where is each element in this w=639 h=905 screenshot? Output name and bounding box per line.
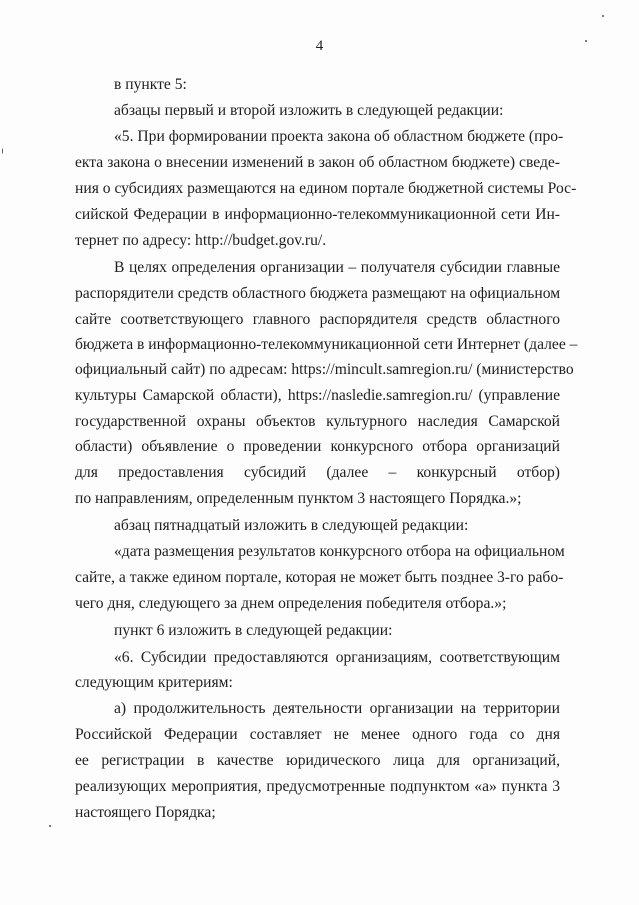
text-line: области) объявление о проведении конкурсного отбора организаций	[75, 438, 560, 455]
text-line: Российской Федерации составляет не менее одного года со дня	[75, 726, 560, 743]
text-line: следующим критериям:	[75, 674, 233, 691]
text-line: настоящего Порядка;	[75, 804, 216, 821]
text-line: абзацы первый и второй изложить в следующей редакции:	[114, 102, 504, 119]
text-line: официальный сайт) по адресам: https://mincult.samregion.ru/ (министерство	[75, 361, 574, 378]
text-line: по направлениям, определенным пунктом 3 настоящего Порядка.»;	[75, 490, 522, 507]
text-line: сайте, а также едином портале, которая не может быть позднее 3-го рабо-	[75, 569, 564, 586]
scan-speck	[602, 15, 604, 17]
scan-speck	[585, 40, 587, 42]
text-line: для предоставления субсидий (далее – конкурсный отбор)	[75, 464, 560, 481]
text-line: сайте соответствующего главного распорядителя средств областного	[75, 311, 560, 328]
text-line: ее регистрации в качестве юридического лица для организаций,	[75, 752, 560, 769]
text-line: в пункте 5:	[114, 76, 187, 93]
text-line: В целях определения организации – получателя субсидии главные	[114, 259, 560, 276]
text-line: сийской Федерации в информационно-телекоммуникационной сети Ин-	[75, 206, 560, 223]
text-line: «дата размещения результатов конкурсного отбора на официальном	[114, 543, 565, 560]
text-line: тернет по адресу: http://budget.gov.ru/.	[75, 232, 327, 249]
text-line: пункт 6 изложить в следующей редакции:	[114, 622, 393, 639]
scan-speck	[49, 825, 51, 827]
text-line: культуры Самарской области), https://nasledie.samregion.ru/ (управление	[75, 387, 560, 404]
text-line: реализующих мероприятия, предусмотренные подпунктом «а» пункта 3	[75, 778, 560, 795]
text-line: а) продолжительность деятельности организации на территории	[114, 700, 560, 717]
text-line: распорядители средств областного бюджета размещают на официальном	[75, 285, 561, 302]
text-line: ния о субсидиях размещаются на едином портале бюджетной системы Рос-	[75, 180, 577, 197]
text-line: «6. Субсидии предоставляются организациям, соответствующим	[114, 649, 560, 666]
text-line: государственной охраны объектов культурного наследия Самарской	[75, 413, 560, 430]
page-number: 4	[315, 38, 324, 54]
text-line: «5. При формировании проекта закона об областном бюджете (про-	[114, 128, 564, 145]
text-line: бюджета в информационно-телекоммуникационной сети Интернет (далее –	[75, 336, 578, 353]
text-line: екта закона о внесении изменений в закон об областном бюджете) сведе-	[75, 154, 560, 171]
text-line: чего дня, следующего за днем определения победителя отбора.»;	[75, 595, 507, 612]
text-line: абзац пятнадцатый изложить в следующей редакции:	[114, 517, 469, 534]
scan-speck	[2, 148, 3, 154]
